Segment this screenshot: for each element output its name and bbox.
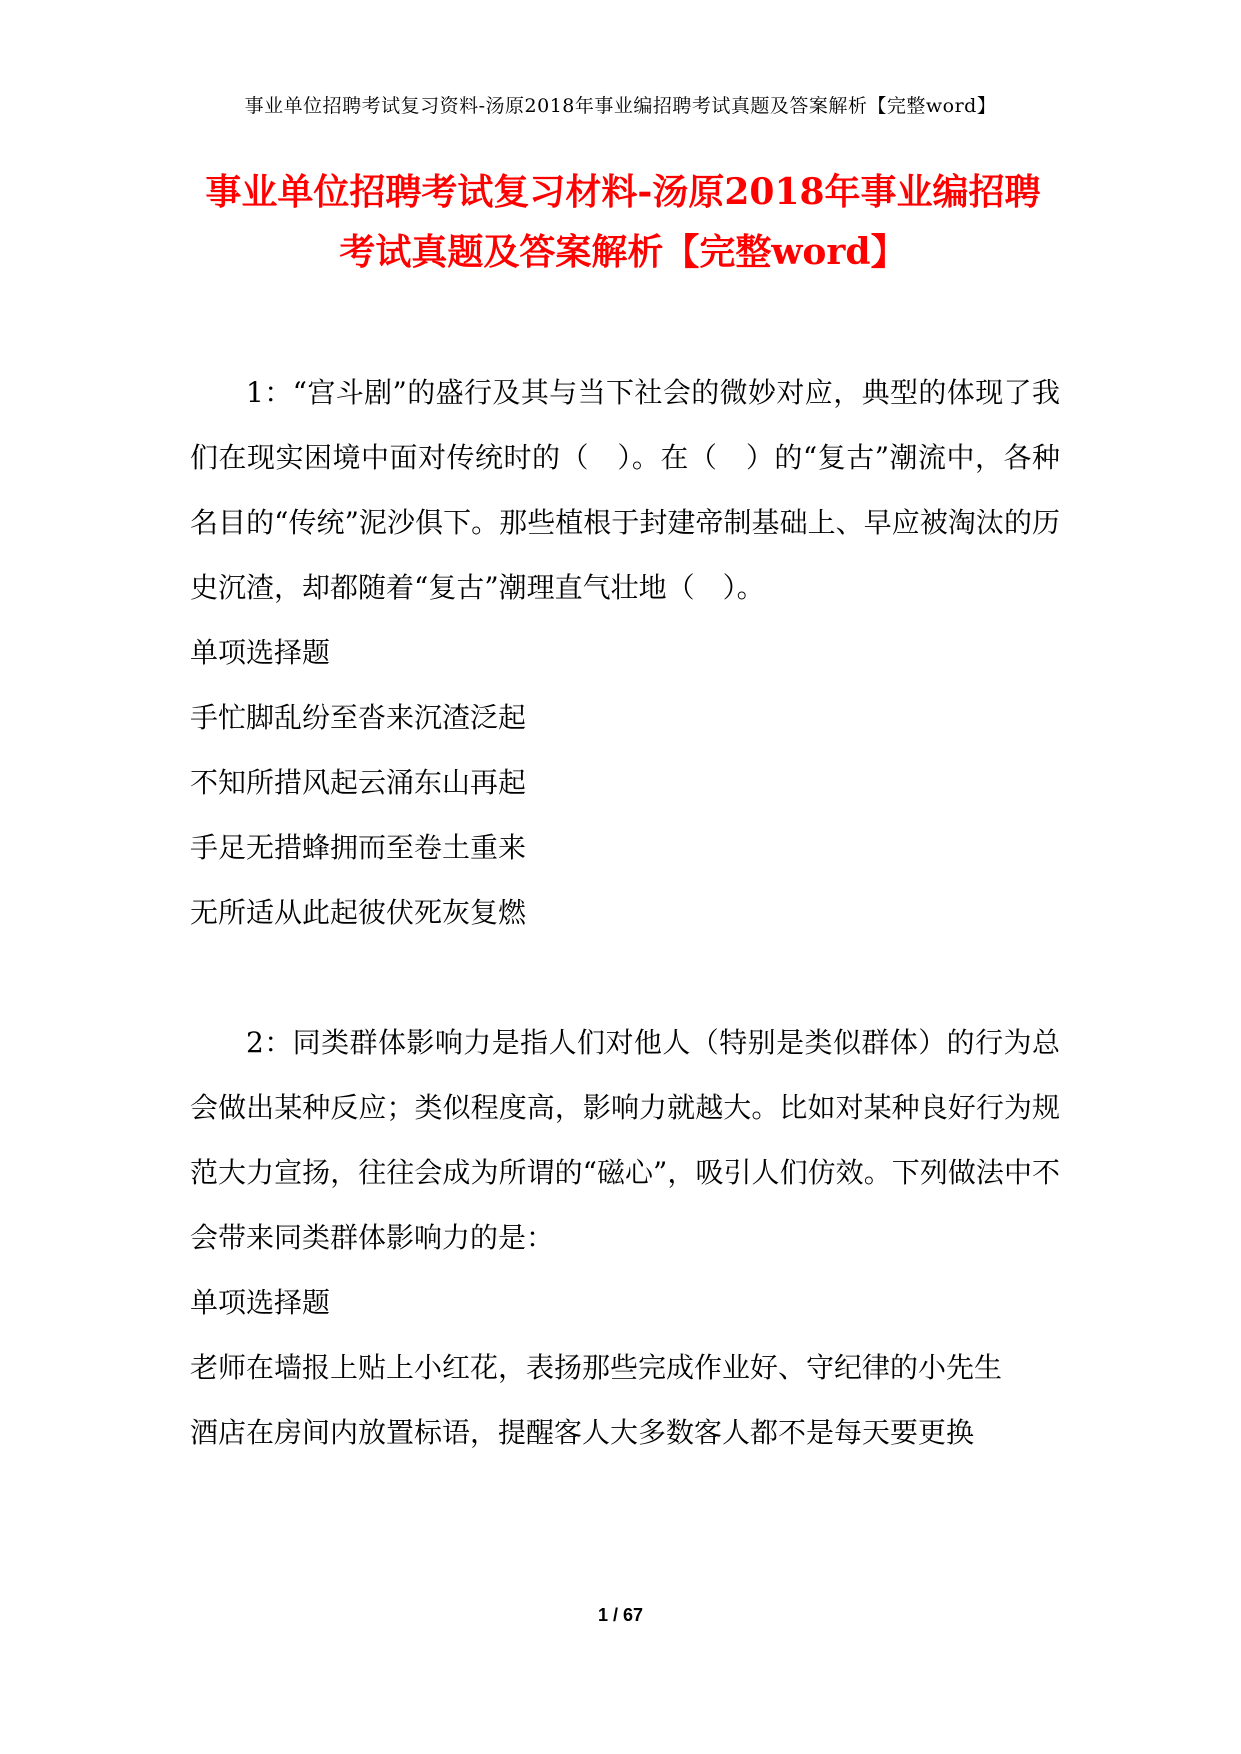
title-line-2: 考试真题及答案解析【完整word】 bbox=[339, 231, 907, 273]
document-body bbox=[190, 360, 1060, 1465]
title-line-1: 事业单位招聘考试复习材料-汤原2018年事业编招聘 bbox=[205, 171, 1041, 213]
option-a: 手忙脚乱纷至沓来沉渣泛起 bbox=[190, 701, 527, 734]
question-1 bbox=[190, 360, 1060, 945]
option-a: 老师在墙报上贴上小红花，表扬那些完成作业好、守纪律的小先生 bbox=[190, 1351, 1003, 1384]
option-b: 酒店在房间内放置标语，提醒客人大多数客人都不是每天要更换 bbox=[190, 1416, 975, 1449]
option-b: 不知所措风起云涌东山再起 bbox=[190, 766, 527, 799]
option-d: 无所适从此起彼伏死灰复燃 bbox=[190, 896, 527, 929]
page-number: 1 / 67 bbox=[597, 1605, 644, 1625]
question-2 bbox=[190, 1010, 1060, 1465]
section-spacer bbox=[190, 945, 1060, 1010]
document-title bbox=[188, 162, 1058, 282]
question-stem: 1：“宫斗剧”的盛行及其与当下社会的微妙对应，典型的体现了我们在现实困境中面对传统时的（ ）。在（ ）的“复古”潮流中，各种名目的“传统”泥沙俱下。那些植根于封建帝制基础上、早应被淘汰的历史沉渣，却都随着“复古”潮理直气壮地（ ）。 bbox=[190, 376, 1060, 604]
question-type: 单项选择题 bbox=[190, 636, 331, 669]
question-stem: 2：同类群体影响力是指人们对他人（特别是类似群体）的行为总会做出某种反应；类似程度高，影响力就越大。比如对某种良好行为规范大力宣扬，往往会成为所谓的“磁心”，吸引人们仿效。下列做法中不会带来同类群体影响力的是： bbox=[190, 1026, 1060, 1254]
option-c: 手足无措蜂拥而至卷土重来 bbox=[190, 831, 527, 864]
running-header: 事业单位招聘考试复习资料-汤原2018年事业编招聘考试真题及答案解析【完整word】 bbox=[244, 95, 997, 117]
question-type: 单项选择题 bbox=[190, 1286, 331, 1319]
